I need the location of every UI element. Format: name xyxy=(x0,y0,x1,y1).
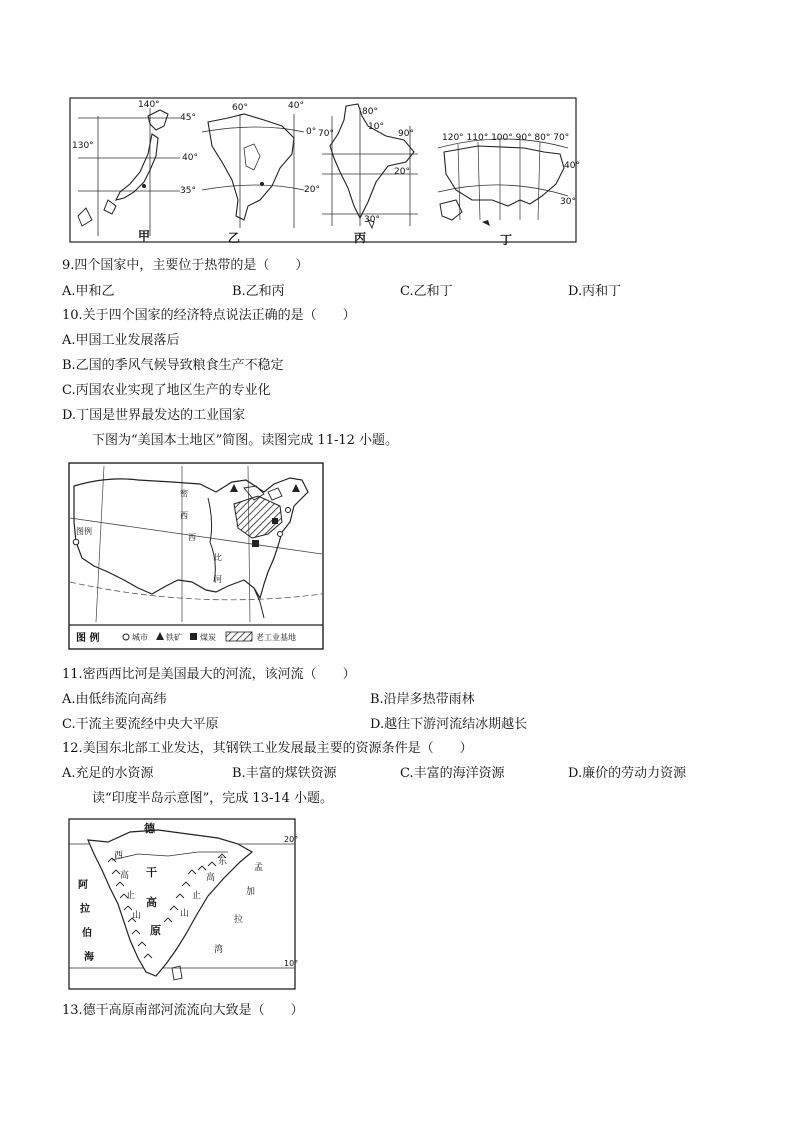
yi-label-40: 40° xyxy=(288,101,304,111)
jia-label-35: 35° xyxy=(180,186,196,196)
label-east-3: 止 xyxy=(192,891,202,901)
yi-label-0: 0° xyxy=(306,127,317,137)
label-east-4: 山 xyxy=(180,909,190,919)
map-yi xyxy=(202,101,320,245)
label-bengal-3: 拉 xyxy=(234,915,244,925)
intro-11-12: 下图为“美国本土地区”简图。读图完成 11-12 小题。 xyxy=(92,433,399,448)
label-west-2: 高 xyxy=(120,871,130,881)
usa-map-figure xyxy=(68,462,324,650)
bing-label-10: 10° xyxy=(368,122,384,132)
label-east-1: 东 xyxy=(218,857,228,867)
q12-option-d[interactable]: D.廉价的劳动力资源 xyxy=(568,766,687,781)
q9-stem: 9.四个国家中，主要位于热带的是（ ） xyxy=(62,258,309,273)
map-jia xyxy=(72,100,198,243)
label-bengal-1: 孟 xyxy=(254,863,264,873)
bing-label-70: 70° xyxy=(318,129,334,139)
q9-option-a[interactable]: A.甲和乙 xyxy=(62,284,115,299)
q11-option-c[interactable]: C.干流主要流经中央大平原 xyxy=(62,717,219,732)
q10-option-b[interactable]: B.乙国的季风气候导致粮食生产不稳定 xyxy=(62,358,284,373)
q9-option-c[interactable]: C.乙和丁 xyxy=(400,284,453,299)
q12-option-c[interactable]: C.丰富的海洋资源 xyxy=(400,766,505,781)
label-arab-1: 阿 xyxy=(78,880,88,891)
q13-stem: 13.德干高原南部河流流向大致是（ ） xyxy=(62,1003,304,1018)
label-de: 德 xyxy=(144,822,155,835)
jia-name: 甲 xyxy=(138,229,151,243)
yi-label-20: 20° xyxy=(304,185,320,195)
ding-label-30: 30° xyxy=(560,197,576,207)
q9-option-d[interactable]: D.丙和丁 xyxy=(568,284,622,299)
legend-old-industrial-base: 老工业基地 xyxy=(256,633,296,642)
q12-option-a[interactable]: A.充足的水资源 xyxy=(62,766,154,781)
left-legend-label: 图例 xyxy=(76,527,92,536)
bing-label-20: 20° xyxy=(394,167,410,177)
bing-name: 丙 xyxy=(354,231,367,245)
q12-option-b[interactable]: B.丰富的煤铁资源 xyxy=(232,766,337,781)
label-bengal-2: 加 xyxy=(246,887,256,897)
jia-label-40: 40° xyxy=(182,153,198,163)
ding-name: 丁 xyxy=(500,233,513,246)
label-east-2: 高 xyxy=(206,873,216,883)
q11-option-a[interactable]: A.由低纬流向高纬 xyxy=(62,692,167,707)
ding-label-longitudes: 120° 110° 100° 90° 80° 70° xyxy=(442,133,570,143)
jia-label-130: 130° xyxy=(72,141,94,151)
yi-label-60: 60° xyxy=(232,103,248,113)
intro-13-14: 读“印度半岛示意图”，完成 13-14 小题。 xyxy=(92,791,334,806)
legend-title: 图 例 xyxy=(76,633,100,644)
q12-stem: 12.美国东北部工业发达，其钢铁工业发展最主要的资源条件是（ ） xyxy=(62,741,473,756)
q9-option-b[interactable]: B.乙和丙 xyxy=(232,284,285,299)
legend-city: 城市 xyxy=(132,633,148,642)
q11-option-b[interactable]: B.沿岸多热带雨林 xyxy=(370,692,475,707)
label-lat-10: 10° xyxy=(284,959,299,968)
label-arab-3: 伯 xyxy=(82,928,92,939)
map-bing xyxy=(318,104,418,245)
q11-stem: 11.密西西比河是美国最大的河流，该河流（ ） xyxy=(62,667,356,682)
label-gao: 高 xyxy=(146,896,157,909)
legend-iron: 铁矿 xyxy=(166,633,182,642)
bing-label-90: 90° xyxy=(398,129,414,139)
map-ding xyxy=(438,133,580,246)
legend-coal: 煤炭 xyxy=(200,633,216,642)
jia-label-45: 45° xyxy=(180,113,196,123)
q10-stem: 10.关于四个国家的经济特点说法正确的是（ ） xyxy=(62,308,356,323)
river-char-5: 河 xyxy=(214,575,222,584)
label-arab-2: 拉 xyxy=(80,904,90,915)
q10-option-c[interactable]: C.丙国农业实现了地区生产的专业化 xyxy=(62,383,271,398)
label-bengal-4: 湾 xyxy=(214,945,224,955)
label-lat-20: 20° xyxy=(284,835,299,844)
label-yuan: 原 xyxy=(150,924,161,937)
yi-name: 乙 xyxy=(228,231,241,245)
river-char-2: 西 xyxy=(180,511,188,520)
q10-option-d[interactable]: D.丁国是世界最发达的工业国家 xyxy=(62,408,246,423)
india-peninsula-figure xyxy=(68,818,304,992)
river-char-3: 西 xyxy=(188,533,196,542)
jia-label-140: 140° xyxy=(138,100,160,110)
bing-label-30: 30° xyxy=(364,215,380,225)
river-char-4: 比 xyxy=(214,553,222,562)
bing-label-80: 80° xyxy=(362,107,378,117)
label-west-1: 西 xyxy=(114,851,124,861)
label-gan: 干 xyxy=(146,866,157,879)
ding-label-40: 40° xyxy=(564,161,580,171)
four-country-maps-figure xyxy=(68,96,580,246)
label-west-4: 山 xyxy=(132,911,142,921)
q10-option-a[interactable]: A.甲国工业发展落后 xyxy=(62,333,180,348)
river-char-1: 密 xyxy=(180,489,188,498)
label-arab-4: 海 xyxy=(84,952,94,963)
label-west-3: 止 xyxy=(126,891,136,901)
q11-option-d[interactable]: D.越往下游河流结冰期越长 xyxy=(370,717,528,732)
